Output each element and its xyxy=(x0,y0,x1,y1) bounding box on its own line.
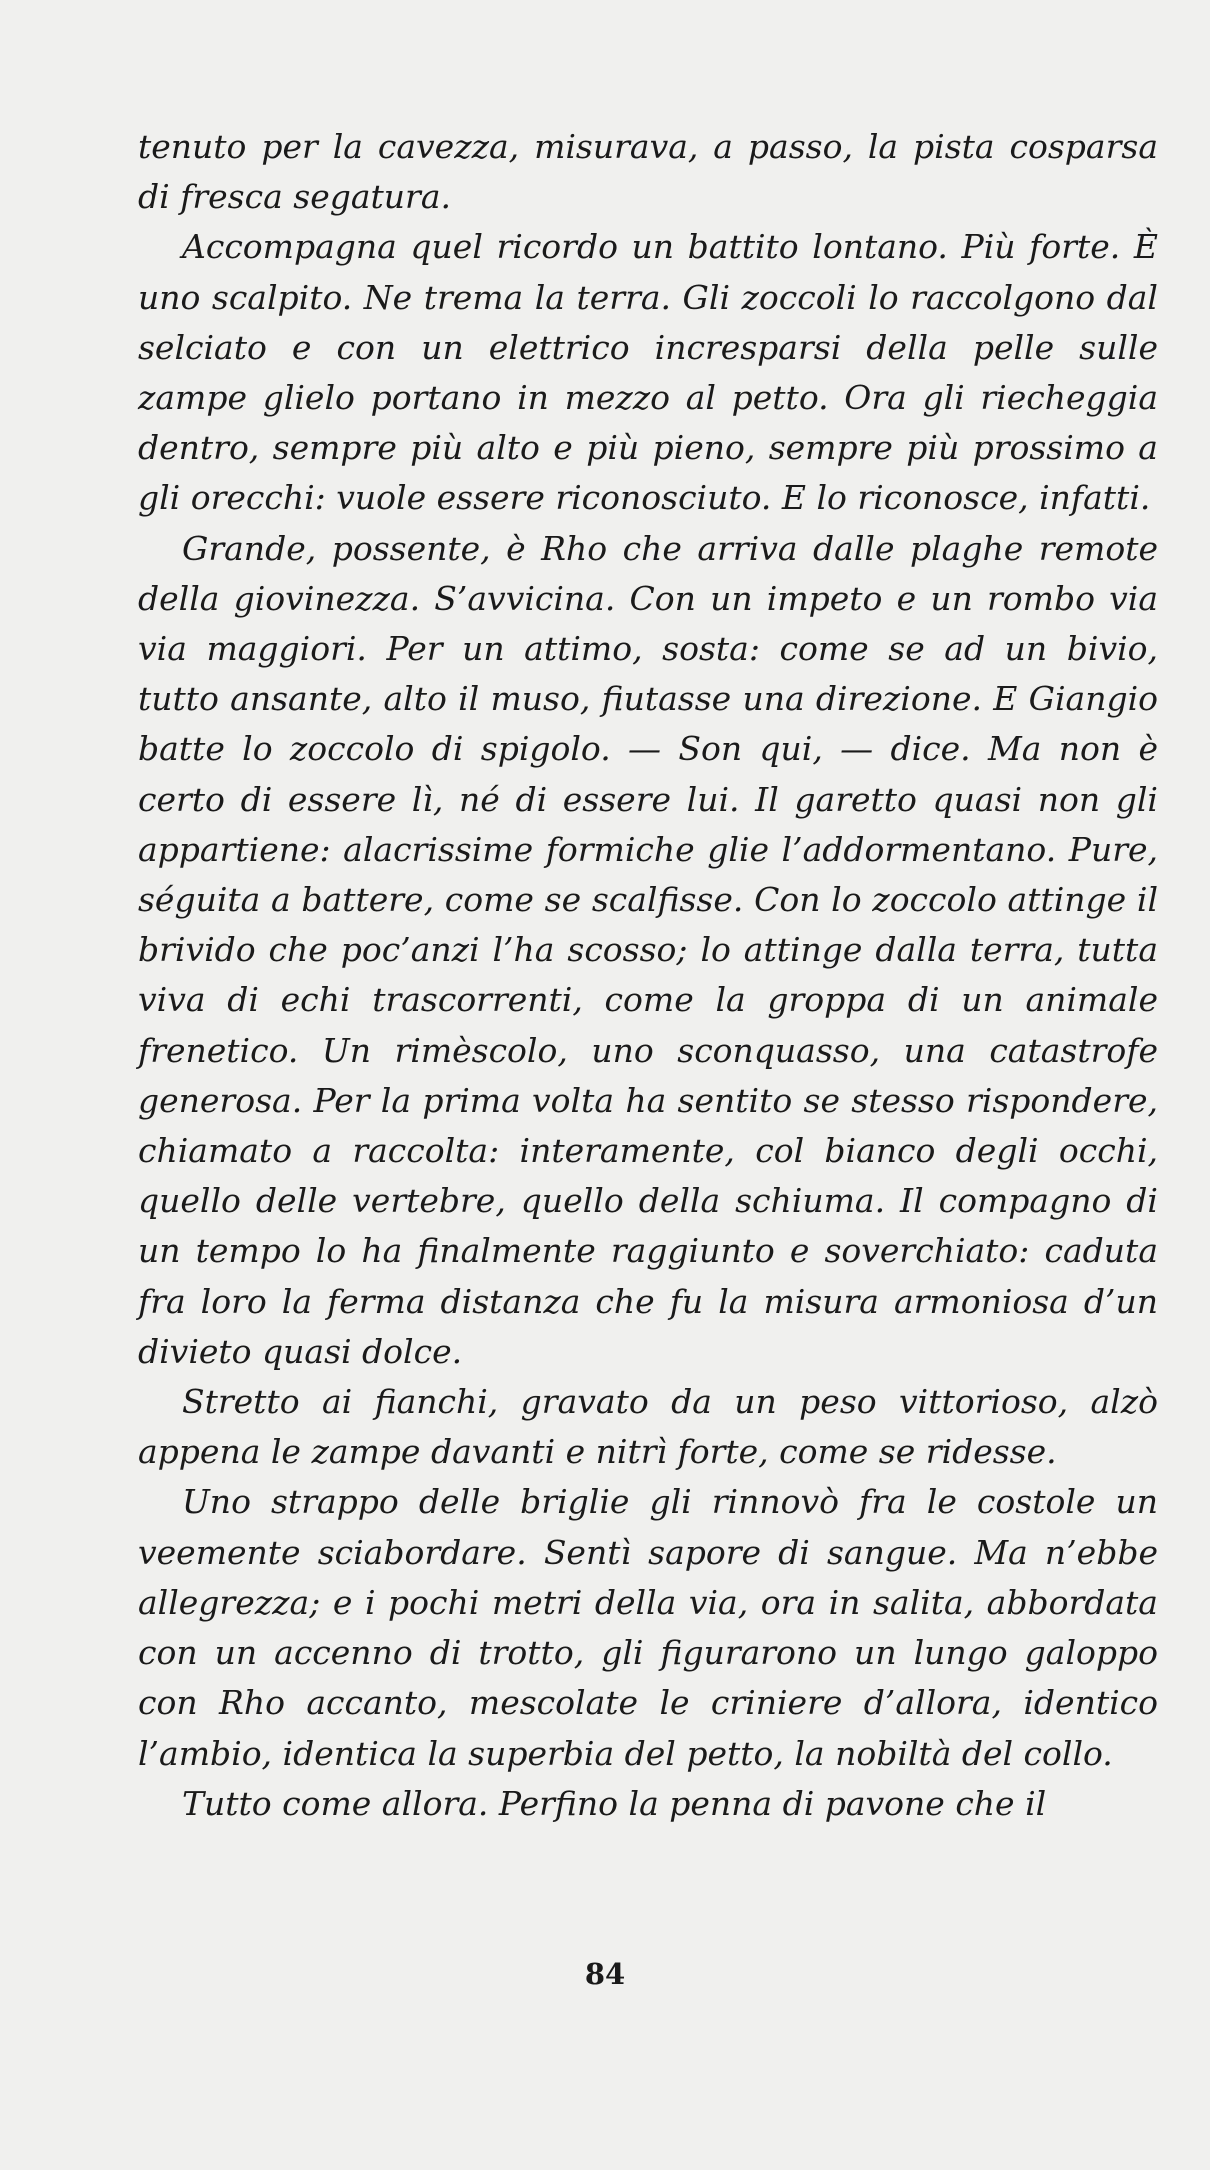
paragraph-3: Grande, possente, è Rho che arriva dalle plaghe remote della giovinezza. S’avvicina. Con un impeto e un rombo via via maggiori. Per un attimo, sosta: come se ad un bivio, tutto ansante, alto il muso, fiutasse una direzione. E Giangio batte lo zoccolo di spigolo. — Son qui, — dice. Ma non è certo di essere lì, né di essere lui. Il garetto quasi non gli appartiene: alacrissime formiche glie l’addormentano. Pure, séguita a battere, come se scalfisse. Con lo zoccolo attinge il brivido che poc’anzi l’ha scosso; lo attinge dalla terra, tutta viva di echi trascorrenti, come la groppa di un animale frenetico. Un rimèscolo, uno sconquasso, una catastrofe generosa. Per la prima volta ha sentito se stesso rispondere, chiamato a raccolta: interamente, col bianco degli occhi, quello delle vertebre, quello della schiuma. Il compagno di un tempo lo ha finalmente raggiunto e soverchiato: caduta fra loro la ferma distanza che fu la misura armoniosa d’un divieto quasi dolce. xyxy=(138,528,1158,1371)
paragraph-5: Uno strappo delle briglie gli rinnovò fra le costole un veemente sciabordare. Sentì sapore di sangue. Ma n’ebbe allegrezza; e i pochi metri della via, ora in salita, abbordata con un accenno di trotto, gli figurarono un lungo galoppo con Rho accanto, mescolate le criniere d’allora, identico l’ambio, identica la superbia del petto, la nobiltà del collo. xyxy=(138,1482,1158,1773)
body-text xyxy=(138,122,1158,1829)
paragraph-2: Accompagna quel ricordo un battito lontano. Più forte. È uno scalpito. Ne trema la terra. Gli zoccoli lo raccolgono dal selciato e con un elettrico incresparsi della pelle sulle zampe glielo portano in mezzo al petto. Ora gli riecheggia dentro, sempre più alto e più pieno, sempre più prossimo a gli orecchi: vuole essere riconosciuto. E lo riconosce, infatti. xyxy=(138,227,1158,518)
paragraph-1: tenuto per la cavezza, misurava, a passo, la pista cosparsa di fresca segatura. xyxy=(138,127,1158,217)
paragraph-4: Stretto ai fianchi, gravato da un peso vittorioso, alzò appena le zampe davanti e nitrì forte, come se ridesse. xyxy=(138,1382,1158,1472)
page-number: 84 xyxy=(584,1957,626,1991)
paragraph-6: Tutto come allora. Perfino la penna di pavone che il xyxy=(182,1783,1047,1823)
